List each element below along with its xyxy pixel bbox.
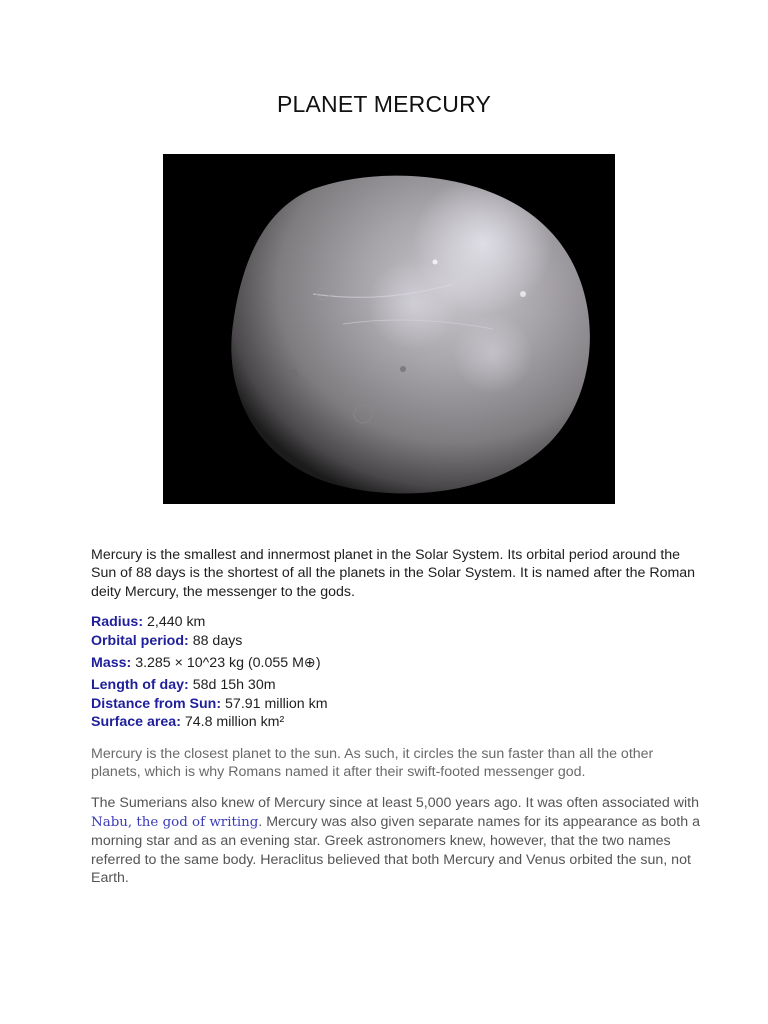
nabu-link[interactable]: Nabu, the god of writing	[91, 814, 259, 830]
intro-paragraph: Mercury is the smallest and innermost planet in the Solar System. Its orbital period around the Sun of 88 days is the shortest of all the planets in the Solar System. It is named after the Roman deity Mercury, the messenger to the gods.	[91, 547, 696, 600]
fact-label: Distance from Sun:	[91, 695, 222, 712]
fact-value: 58d 15h 30m	[192, 677, 276, 694]
fact-label: Surface area:	[91, 714, 181, 731]
fact-value: 74.8 million km²	[184, 714, 285, 731]
fact-value: 2,440 km	[147, 614, 206, 631]
fact-label: Orbital period:	[91, 632, 189, 649]
fact-radius	[91, 613, 701, 631]
mercury-planet-image	[163, 154, 615, 504]
page-title: PLANET MERCURY	[276, 91, 492, 117]
sumerians-paragraph: The Sumerians also knew of Mercury since at least 5,000 years ago. It was often associated with Nabu, the god of writing. Mercury was also given separate names for its appearance as both a morning star and as an evening star. Greek astronomers knew, however, that the two names referred to the same body. Heraclitus believed that both Mercury and Venus orbited the sun, not Earth.	[91, 795, 700, 887]
fact-value: 57.91 million km	[225, 695, 328, 712]
fact-mass	[91, 654, 701, 672]
fact-surface-area	[91, 713, 701, 731]
fact-label: Radius:	[91, 614, 144, 631]
fact-value: 88 days	[192, 632, 243, 649]
fact-label: Mass:	[91, 655, 132, 672]
fact-list	[91, 613, 701, 731]
mercury-photo	[163, 154, 615, 504]
fact-label: Length of day:	[91, 677, 189, 694]
fact-value: 3.285 × 10^23 kg (0.055 M⊕)	[135, 655, 321, 672]
article-body	[91, 546, 701, 888]
closest-planet-paragraph: Mercury is the closest planet to the sun. As such, it circles the sun faster than all the other planets, which is why Romans named it after their swift-footed messenger god.	[91, 745, 654, 781]
fact-orbital-period	[91, 632, 701, 650]
fact-length-of-day	[91, 676, 701, 694]
fact-distance-from-sun	[91, 695, 701, 713]
